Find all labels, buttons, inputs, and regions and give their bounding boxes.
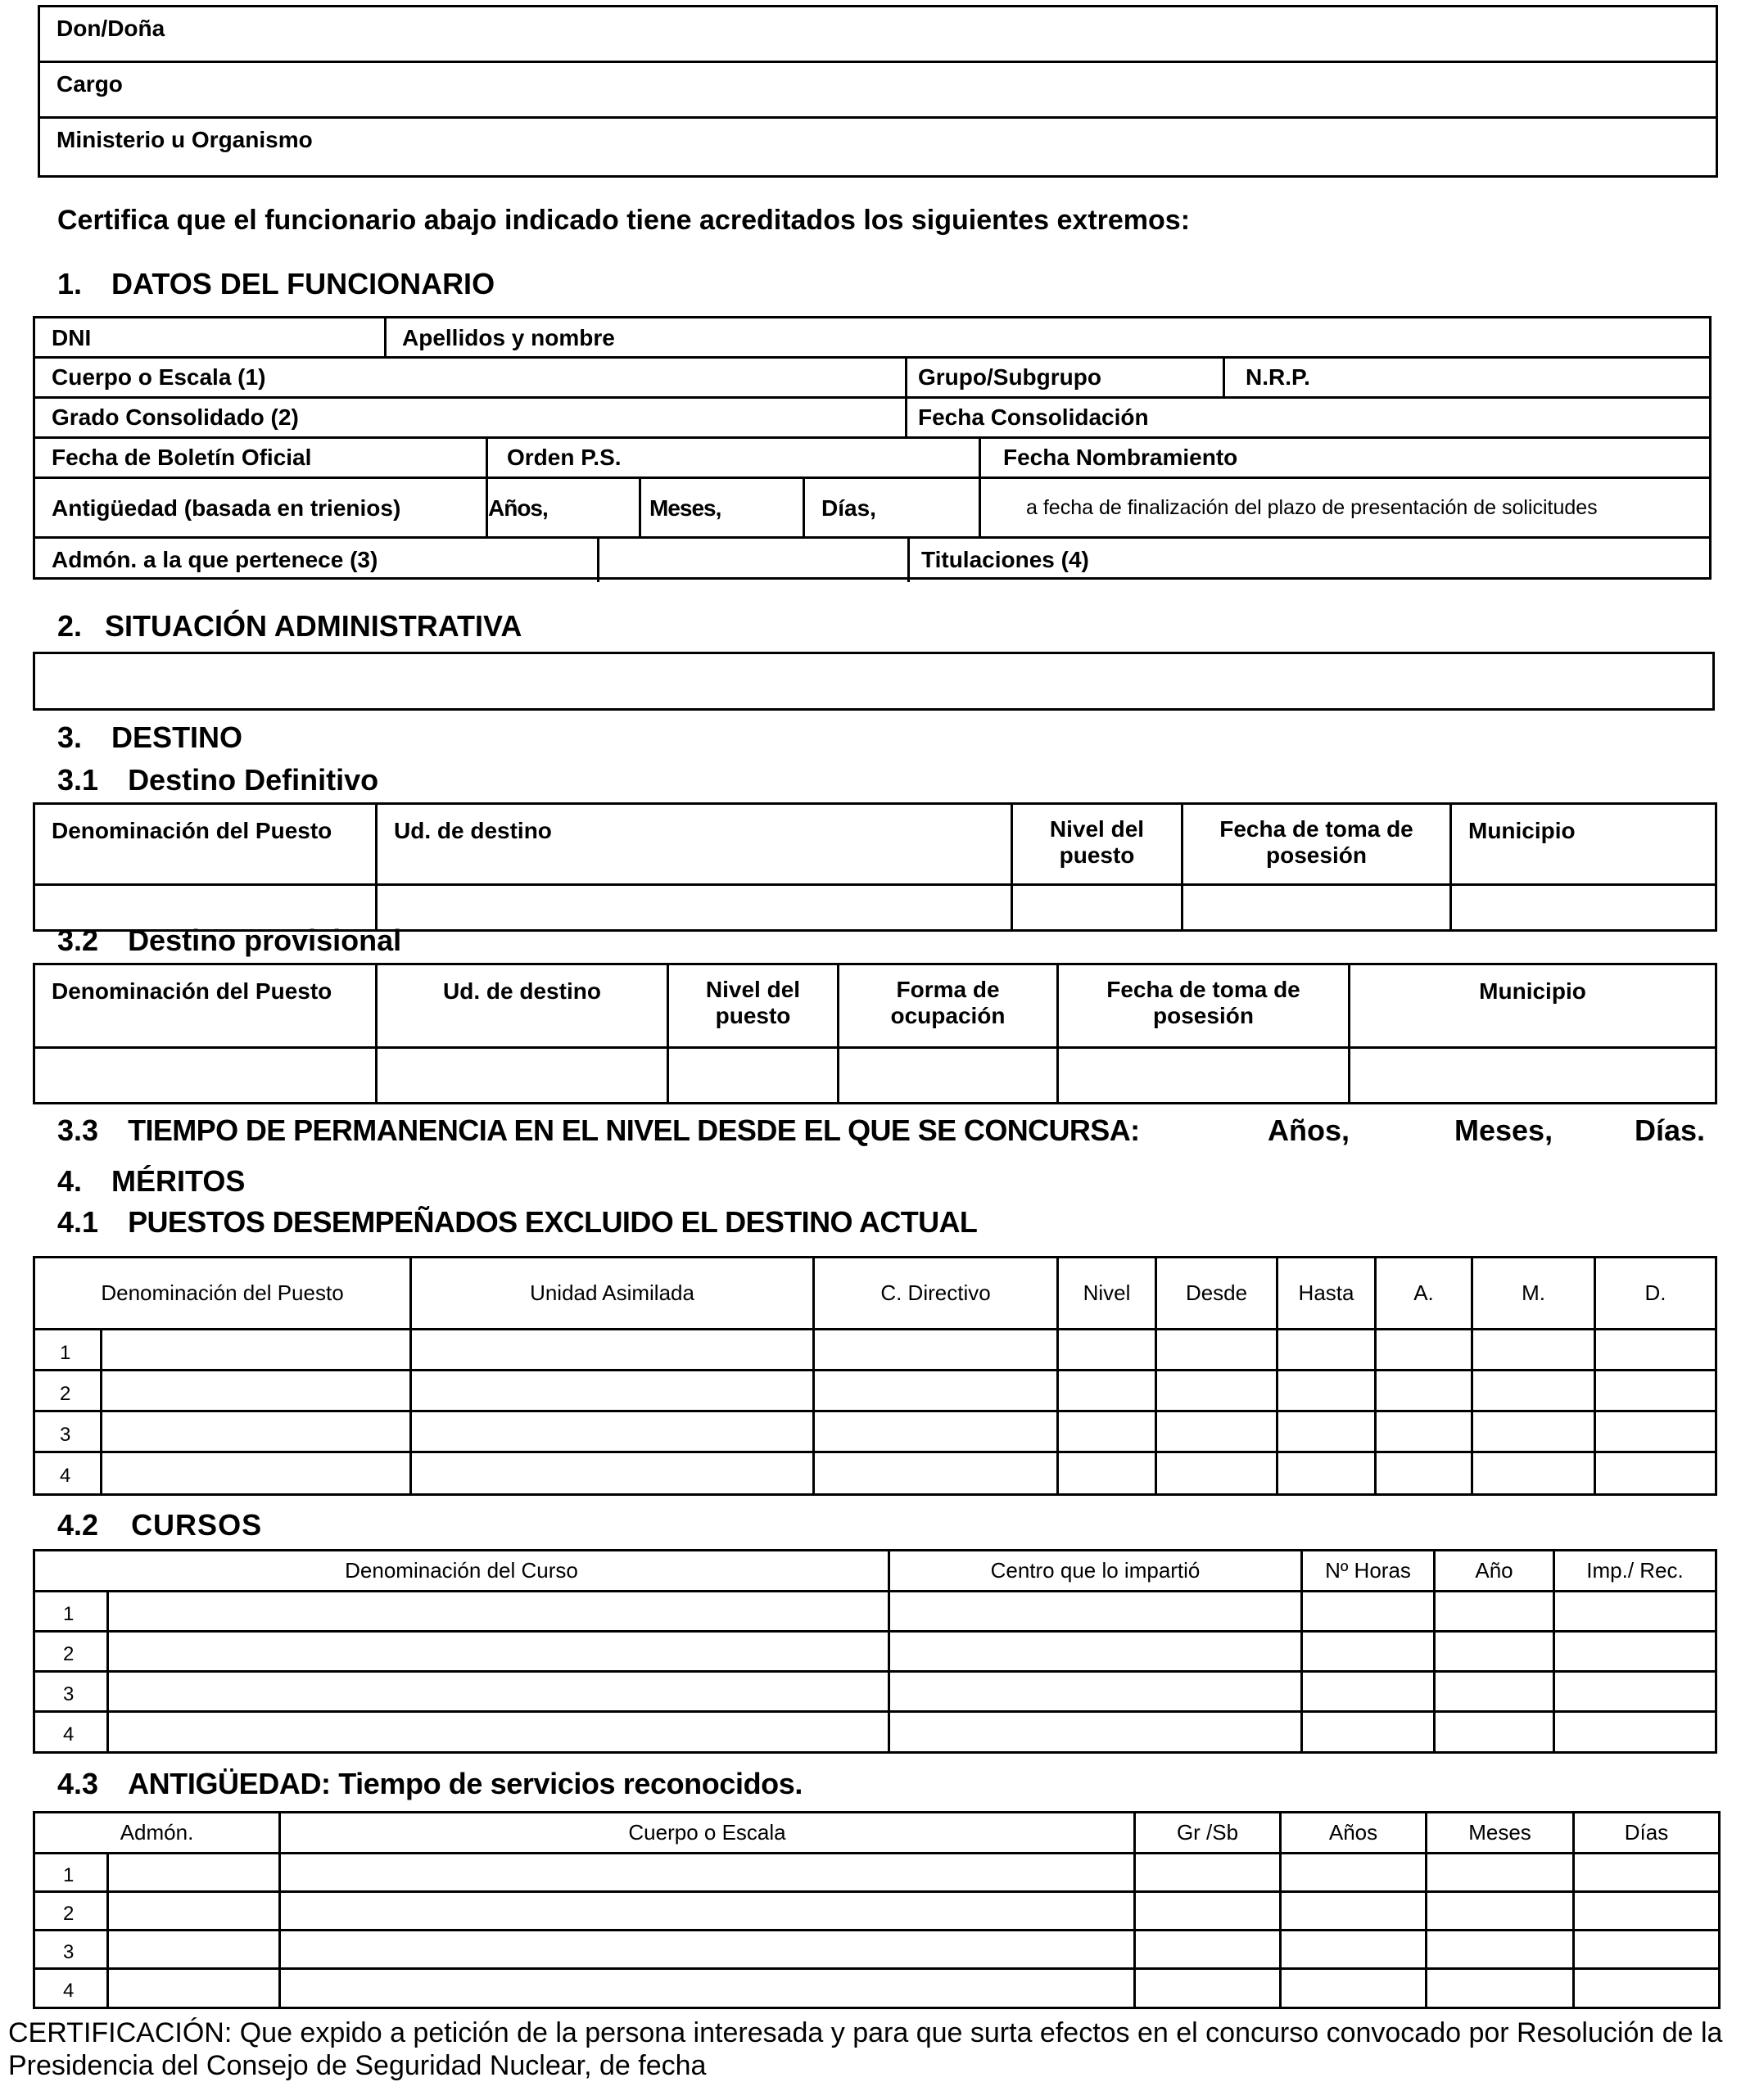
section-4-number: 4.: [57, 1164, 83, 1198]
pd-cell[interactable]: [1277, 1452, 1376, 1495]
an-cell[interactable]: [1427, 1892, 1574, 1931]
dd-header-nivel: Nivel del puesto: [1012, 804, 1183, 885]
an-cell[interactable]: [1135, 1969, 1281, 2008]
s33-anos-label: Años,: [1268, 1113, 1350, 1147]
section-4-title: MÉRITOS: [111, 1164, 246, 1198]
row-number: 4: [34, 1712, 108, 1753]
section-3-title: DESTINO: [111, 720, 243, 754]
an-cell[interactable]: [1135, 1892, 1281, 1931]
section-4-3-title: ANTIGÜEDAD: Tiempo de servicios reconocidos.: [128, 1767, 803, 1800]
pd-cell[interactable]: [1595, 1371, 1716, 1411]
row-number: 2: [34, 1632, 108, 1672]
dp-cell[interactable]: [1058, 1048, 1350, 1104]
cu-cell[interactable]: [1435, 1712, 1554, 1753]
pd-cell[interactable]: [1058, 1452, 1156, 1495]
an-cell[interactable]: [108, 1854, 280, 1892]
dp-header-denominacion: Denominación del Puesto: [34, 964, 377, 1048]
an-cell[interactable]: [280, 1931, 1135, 1969]
cu-cell[interactable]: [1435, 1632, 1554, 1672]
section-1-number: 1.: [57, 267, 83, 300]
an-cell[interactable]: [1281, 1854, 1427, 1892]
pd-header-nivel: Nivel: [1058, 1258, 1156, 1330]
cu-cell[interactable]: [1302, 1672, 1435, 1712]
row-number: 1: [34, 1854, 108, 1892]
cu-header-centro: Centro que lo impartió: [889, 1551, 1302, 1592]
an-cell[interactable]: [1574, 1854, 1720, 1892]
pd-cell[interactable]: [1058, 1330, 1156, 1371]
pd-cell[interactable]: [102, 1411, 411, 1452]
an-cell[interactable]: [1574, 1931, 1720, 1969]
an-cell[interactable]: [1427, 1931, 1574, 1969]
section-4-1-heading: [57, 1205, 977, 1240]
section-3-2-heading: [57, 924, 401, 958]
titulaciones-label: Titulaciones (4): [921, 547, 1089, 572]
table-row: [34, 1892, 1720, 1931]
cu-cell[interactable]: [108, 1712, 889, 1753]
pd-cell[interactable]: [411, 1411, 814, 1452]
dd-header-ud: Ud. de destino: [377, 804, 1012, 885]
pd-cell[interactable]: [1277, 1371, 1376, 1411]
cuerpo-label: Cuerpo o Escala (1): [52, 364, 266, 390]
don-dona-field[interactable]: [39, 7, 1717, 62]
section-3-2-number: 3.2: [57, 924, 99, 957]
dp-header-nivel: Nivel del puesto: [668, 964, 839, 1048]
dp-cell[interactable]: [668, 1048, 839, 1104]
pd-header-m: M.: [1472, 1258, 1595, 1330]
table-row: [34, 1712, 1716, 1753]
section-3-number: 3.: [57, 720, 83, 754]
s33-dias-label: Días.: [1635, 1113, 1706, 1147]
an-cell[interactable]: [1135, 1931, 1281, 1969]
section-3-heading: [57, 720, 242, 755]
fecha-boletin-label: Fecha de Boletín Oficial: [52, 445, 312, 470]
row-number: 2: [34, 1371, 102, 1411]
row-number: 3: [34, 1931, 108, 1969]
section-3-3-number: 3.3: [57, 1113, 99, 1147]
pd-cell[interactable]: [1277, 1411, 1376, 1452]
cu-cell[interactable]: [889, 1592, 1302, 1632]
pd-header-d: D.: [1595, 1258, 1716, 1330]
an-cell[interactable]: [1574, 1969, 1720, 2008]
cu-cell[interactable]: [1554, 1592, 1716, 1632]
cu-cell[interactable]: [1554, 1712, 1716, 1753]
table-row: [34, 1330, 1716, 1371]
an-cell[interactable]: [1281, 1892, 1427, 1931]
an-cell[interactable]: [1427, 1854, 1574, 1892]
an-header-anos: Años: [1281, 1813, 1427, 1854]
dd-header-denominacion: Denominación del Puesto: [34, 804, 377, 885]
admon-label: Admón. a la que pertenece (3): [52, 547, 378, 572]
section-3-2-title: Destino provisional: [128, 924, 402, 957]
cursos-table: [33, 1549, 1717, 1754]
antiguedad-label: Antigüedad (basada en trienios): [52, 495, 401, 521]
row-number: 4: [34, 1452, 102, 1495]
cu-cell[interactable]: [1302, 1632, 1435, 1672]
section-4-1-title: PUESTOS DESEMPEÑADOS EXCLUIDO EL DESTINO ACTUAL: [128, 1205, 978, 1239]
pd-cell[interactable]: [1156, 1411, 1277, 1452]
dni-label: DNI: [52, 325, 92, 350]
dp-header-municipio: Municipio: [1350, 964, 1716, 1048]
pd-cell[interactable]: [814, 1411, 1058, 1452]
pd-cell[interactable]: [1376, 1411, 1472, 1452]
section-4-1-number: 4.1: [57, 1205, 99, 1239]
ministerio-field[interactable]: [39, 118, 1717, 177]
cu-cell[interactable]: [889, 1672, 1302, 1712]
antiguedad-table: [33, 1811, 1721, 2009]
situacion-administrativa-field[interactable]: [33, 652, 1715, 711]
cu-cell[interactable]: [1554, 1672, 1716, 1712]
grado-label: Grado Consolidado (2): [52, 404, 299, 430]
destino-provisional-table: [33, 963, 1717, 1104]
pd-cell[interactable]: [1472, 1371, 1595, 1411]
cu-header-horas: Nº Horas: [1302, 1551, 1435, 1592]
pd-cell[interactable]: [411, 1330, 814, 1371]
header-box: [38, 5, 1718, 178]
section-1-heading: [57, 267, 495, 301]
an-header-meses: Meses: [1427, 1813, 1574, 1854]
an-header-cuerpo: Cuerpo o Escala: [280, 1813, 1135, 1854]
certifica-text: Certifica que el funcionario abajo indicado tiene acreditados los siguientes extremos:: [57, 205, 1191, 236]
cu-header-imp: Imp./ Rec.: [1554, 1551, 1716, 1592]
dp-header-fecha: Fecha de toma de posesión: [1058, 964, 1350, 1048]
dd-header-fecha: Fecha de toma de posesión: [1183, 804, 1451, 885]
grupo-label: Grupo/Subgrupo: [918, 364, 1101, 390]
dp-header-ud: Ud. de destino: [377, 964, 668, 1048]
an-cell[interactable]: [1281, 1931, 1427, 1969]
certificacion-text: CERTIFICACIÓN: Que expido a petición de la persona interesada y para que surta efectos en el concurso convocado por Resolución de la Presidencia del Consejo de Seguridad Nuclear, de fecha: [8, 2017, 1723, 2081]
apellidos-label: Apellidos y nombre: [402, 325, 615, 350]
ministerio-label: Ministerio u Organismo: [57, 127, 313, 152]
section-4-3-heading: [57, 1767, 803, 1801]
an-cell[interactable]: [280, 1969, 1135, 2008]
row-number: 3: [34, 1672, 108, 1712]
pd-header-desde: Desde: [1156, 1258, 1277, 1330]
table-row: [34, 1592, 1716, 1632]
section-4-2-title: CURSOS: [131, 1508, 263, 1542]
section-4-heading: [57, 1164, 245, 1199]
pd-cell[interactable]: [1376, 1330, 1472, 1371]
orden-label: Orden P.S.: [507, 445, 622, 470]
pd-cell[interactable]: [814, 1330, 1058, 1371]
table-row: [34, 1411, 1716, 1452]
row-number: 4: [34, 1969, 108, 2008]
pd-cell[interactable]: [1376, 1452, 1472, 1495]
pd-header-directivo: C. Directivo: [814, 1258, 1058, 1330]
dp-cell[interactable]: [1350, 1048, 1716, 1104]
pd-cell[interactable]: [102, 1452, 411, 1495]
cu-cell[interactable]: [108, 1672, 889, 1712]
table-row: [34, 1632, 1716, 1672]
dd-cell[interactable]: [1451, 885, 1716, 931]
an-cell[interactable]: [1135, 1854, 1281, 1892]
section-2-heading: [57, 609, 522, 644]
row-number: 2: [34, 1892, 108, 1931]
an-cell[interactable]: [280, 1892, 1135, 1931]
dp-header-forma: Forma de ocupación: [839, 964, 1058, 1048]
pd-header-hasta: Hasta: [1277, 1258, 1376, 1330]
s33-meses-label: Meses,: [1454, 1113, 1553, 1147]
dias-label: Días,: [821, 495, 876, 521]
pd-cell[interactable]: [1595, 1452, 1716, 1495]
cu-cell[interactable]: [889, 1712, 1302, 1753]
an-cell[interactable]: [108, 1969, 280, 2008]
pd-cell[interactable]: [411, 1452, 814, 1495]
pd-cell[interactable]: [1156, 1330, 1277, 1371]
fecha-nombramiento-label: Fecha Nombramiento: [1003, 445, 1238, 470]
cu-header-denominacion: Denominación del Curso: [34, 1551, 889, 1592]
section-2-number: 2.: [57, 609, 83, 643]
section-4-2-heading: [57, 1508, 262, 1542]
dd-cell[interactable]: [1012, 885, 1183, 931]
pd-cell[interactable]: [411, 1371, 814, 1411]
an-cell[interactable]: [1574, 1892, 1720, 1931]
cargo-field[interactable]: [39, 62, 1717, 118]
an-cell[interactable]: [280, 1854, 1135, 1892]
pd-cell[interactable]: [1376, 1371, 1472, 1411]
pd-cell[interactable]: [1156, 1371, 1277, 1411]
nrp-label: N.R.P.: [1246, 364, 1310, 390]
dd-cell[interactable]: [377, 885, 1012, 931]
section-4-2-number: 4.2: [57, 1508, 99, 1542]
table-row: [34, 1854, 1720, 1892]
dp-cell[interactable]: [377, 1048, 668, 1104]
pd-cell[interactable]: [1472, 1411, 1595, 1452]
section-3-1-number: 3.1: [57, 763, 99, 797]
table-row: [34, 1931, 1720, 1969]
section-3-1-heading: [57, 763, 378, 797]
pd-header-a: A.: [1376, 1258, 1472, 1330]
section-3-3-title: TIEMPO DE PERMANENCIA EN EL NIVEL DESDE EL QUE SE CONCURSA:: [128, 1113, 1140, 1147]
pd-cell[interactable]: [102, 1371, 411, 1411]
pd-header-unidad: Unidad Asimilada: [411, 1258, 814, 1330]
section-4-3-number: 4.3: [57, 1767, 99, 1800]
pd-cell[interactable]: [1595, 1330, 1716, 1371]
an-cell[interactable]: [108, 1892, 280, 1931]
cu-cell[interactable]: [1554, 1632, 1716, 1672]
pd-cell[interactable]: [1156, 1452, 1277, 1495]
datos-funcionario-table: [33, 316, 1712, 580]
cargo-label: Cargo: [57, 71, 123, 97]
cu-cell[interactable]: [1302, 1592, 1435, 1632]
dp-cell[interactable]: [839, 1048, 1058, 1104]
table-row: [34, 1452, 1716, 1495]
cu-cell[interactable]: [889, 1632, 1302, 1672]
pd-cell[interactable]: [1472, 1330, 1595, 1371]
cu-header-ano: Año: [1435, 1551, 1554, 1592]
an-header-dias: Días: [1574, 1813, 1720, 1854]
anos-label: Años,: [488, 495, 548, 521]
an-header-grsb: Gr /Sb: [1135, 1813, 1281, 1854]
table-row: [34, 1672, 1716, 1712]
pd-cell[interactable]: [1472, 1452, 1595, 1495]
pd-cell[interactable]: [1058, 1371, 1156, 1411]
row-number: 1: [34, 1592, 108, 1632]
pd-cell[interactable]: [1595, 1411, 1716, 1452]
pd-cell[interactable]: [814, 1371, 1058, 1411]
a-fecha-text: a fecha de finalización del plazo de presentación de solicitudes: [1026, 496, 1598, 519]
dd-cell[interactable]: [1183, 885, 1451, 931]
cu-cell[interactable]: [1435, 1592, 1554, 1632]
section-3-1-title: Destino Definitivo: [128, 763, 379, 797]
section-3-3-heading: [57, 1113, 1706, 1148]
cu-cell[interactable]: [108, 1592, 889, 1632]
dp-cell[interactable]: [34, 1048, 377, 1104]
pd-cell[interactable]: [102, 1330, 411, 1371]
table-row: [34, 1371, 1716, 1411]
an-cell[interactable]: [1427, 1969, 1574, 2008]
cu-cell[interactable]: [1302, 1712, 1435, 1753]
puestos-desempenados-table: [33, 1256, 1717, 1496]
don-dona-label: Don/Doña: [57, 16, 165, 41]
pd-cell[interactable]: [1058, 1411, 1156, 1452]
section-2-title: SITUACIÓN ADMINISTRATIVA: [105, 609, 522, 643]
pd-header-denominacion: Denominación del Puesto: [34, 1258, 411, 1330]
an-cell[interactable]: [1281, 1969, 1427, 2008]
pd-cell[interactable]: [814, 1452, 1058, 1495]
fecha-consolidacion-label: Fecha Consolidación: [918, 404, 1149, 430]
table-row: [34, 1969, 1720, 2008]
row-number: 1: [34, 1330, 102, 1371]
meses-label: Meses,: [649, 495, 721, 521]
cu-cell[interactable]: [1435, 1672, 1554, 1712]
cu-cell[interactable]: [108, 1632, 889, 1672]
dd-header-municipio: Municipio: [1451, 804, 1716, 885]
section-1-title: DATOS DEL FUNCIONARIO: [111, 267, 495, 300]
an-cell[interactable]: [108, 1931, 280, 1969]
destino-definitivo-table: [33, 802, 1717, 932]
an-header-admon: Admón.: [34, 1813, 280, 1854]
pd-cell[interactable]: [1277, 1330, 1376, 1371]
row-number: 3: [34, 1411, 102, 1452]
